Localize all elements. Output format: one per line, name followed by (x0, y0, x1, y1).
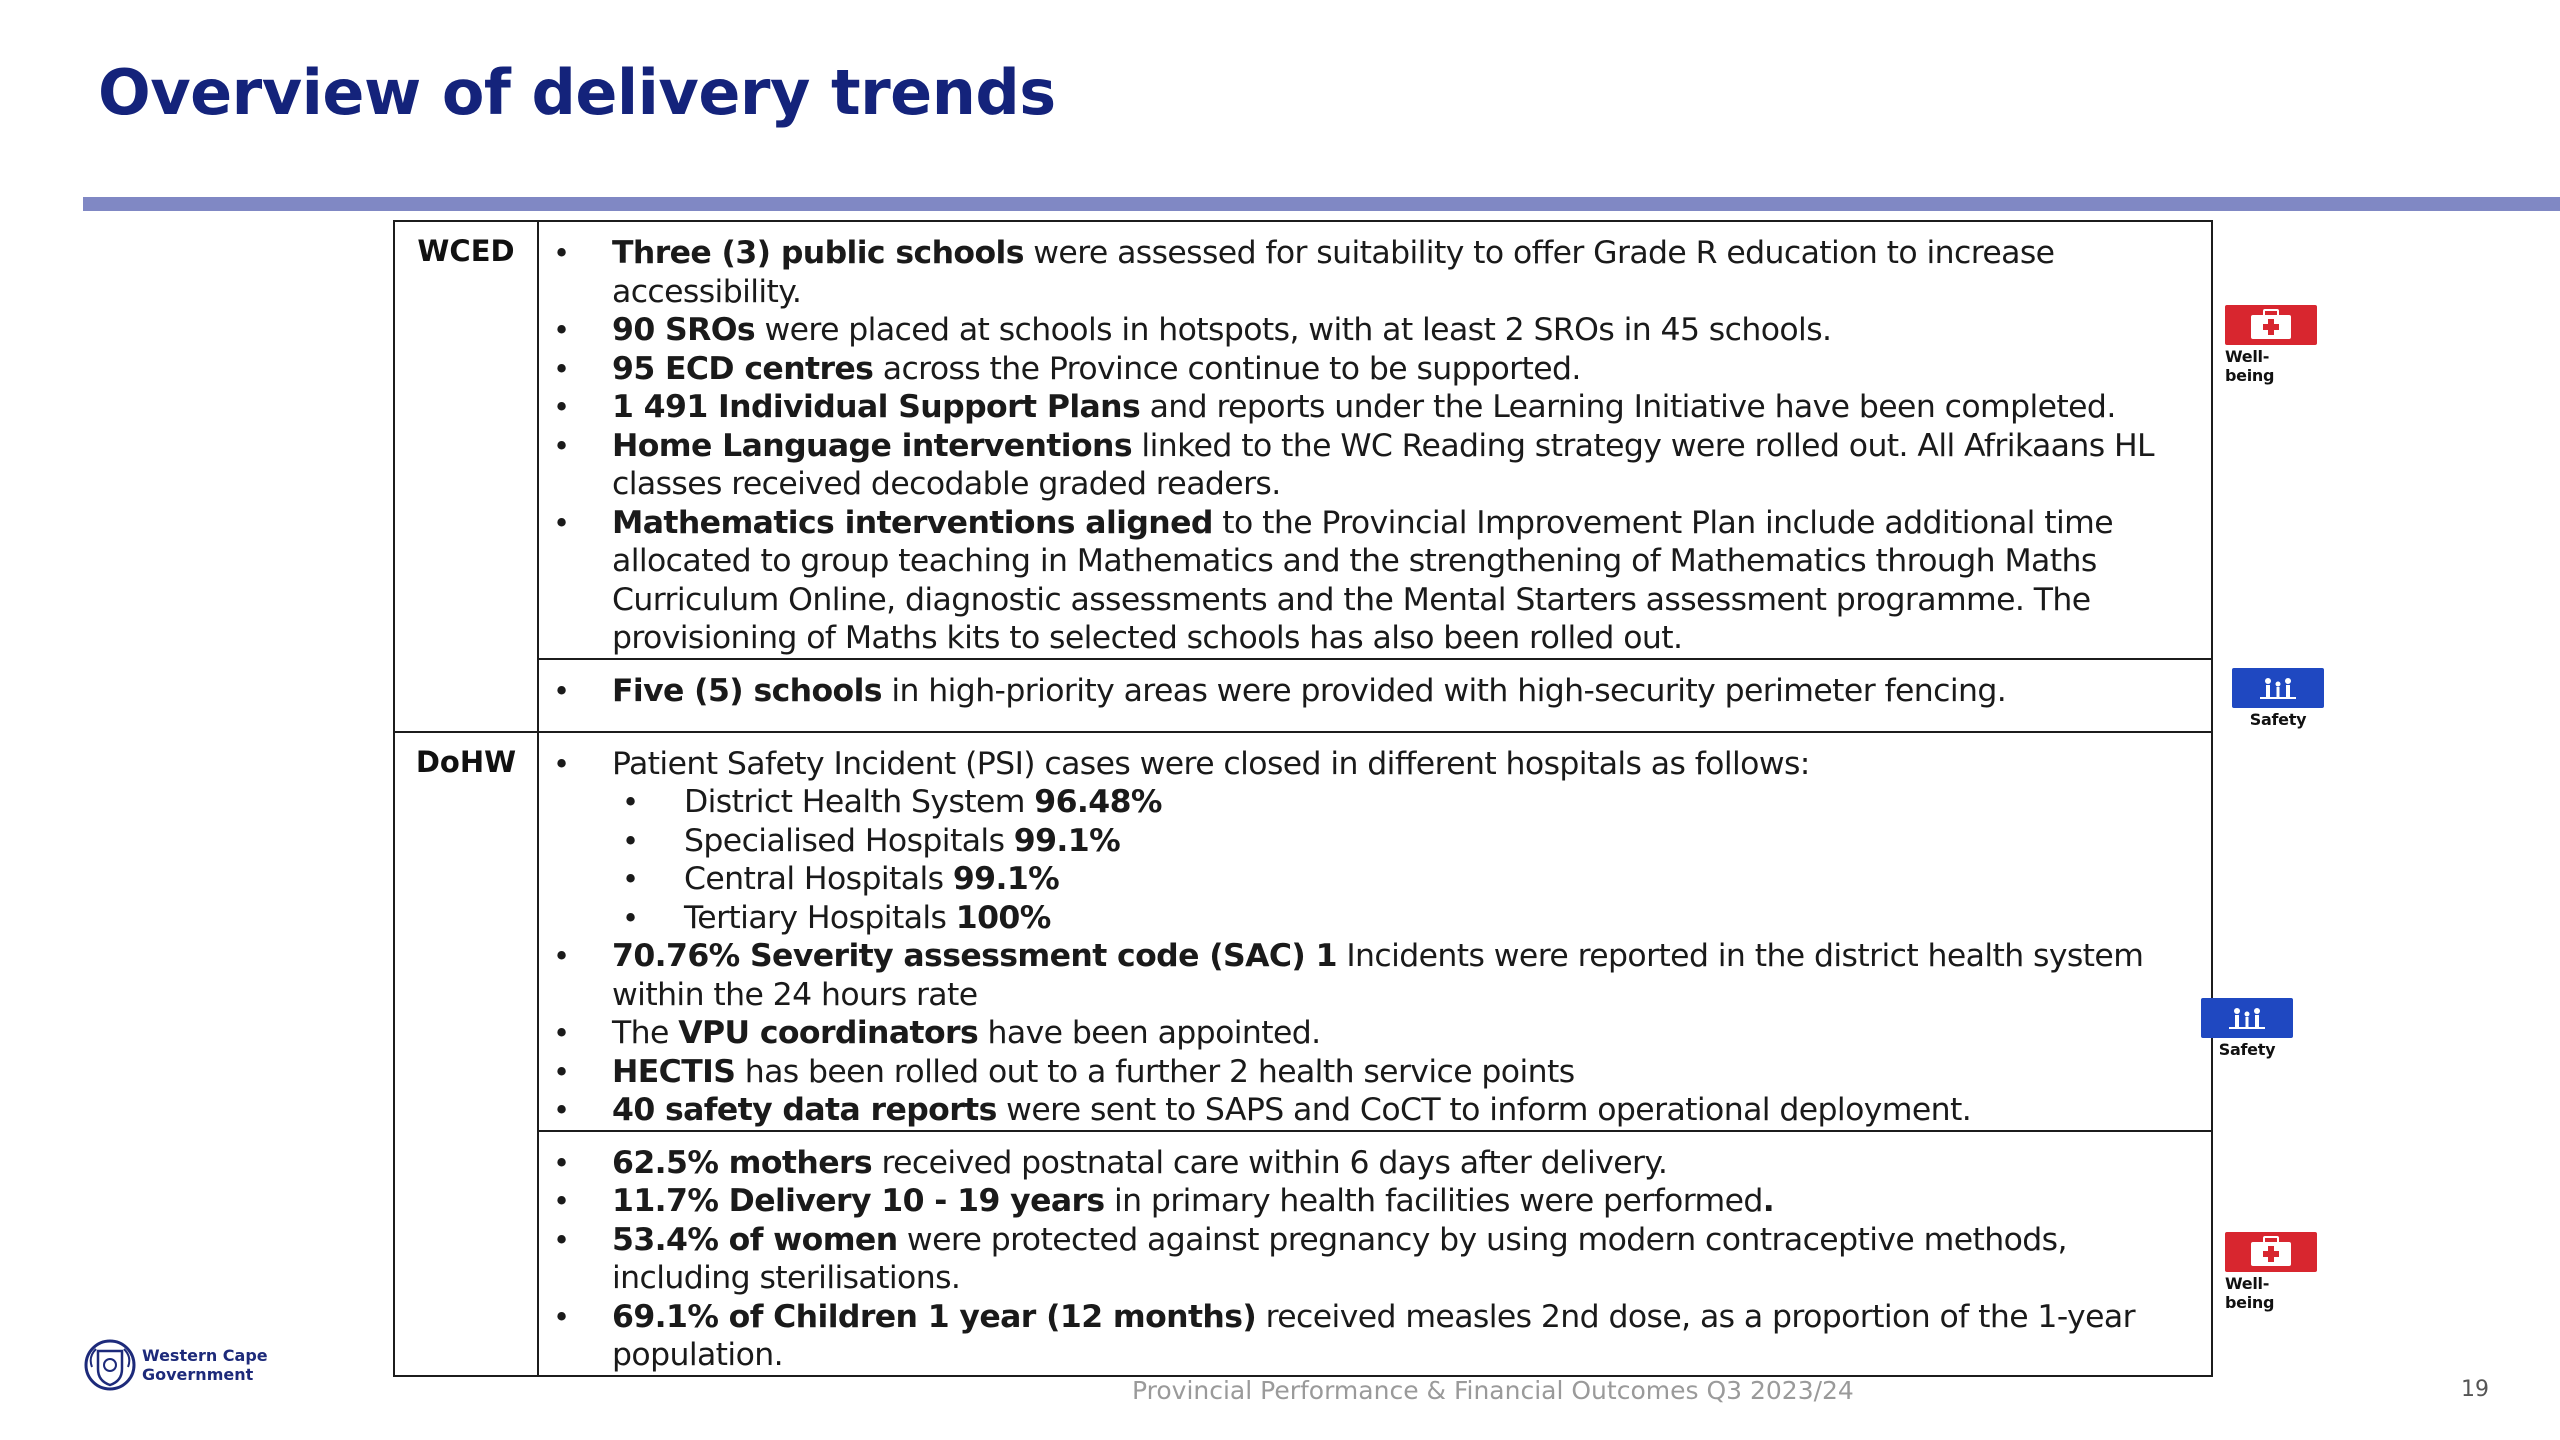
list-item: • Three (3) public schools were assessed for suitability to offer Grade R education to increase accessibility. (539, 234, 2181, 311)
slide-title: Overview of delivery trends (98, 56, 1056, 129)
list-item: • 53.4% of women were protected against pregnancy by using modern contraceptive methods, including sterilisations. (539, 1221, 2181, 1298)
wced-wellbeing-list (539, 222, 2211, 658)
list-item: • District Health System 96.48% (612, 783, 2181, 822)
dohw-label: DoHW (415, 744, 517, 779)
list-item: • Specialised Hospitals 99.1% (612, 822, 2181, 861)
wellbeing-badge-label: Well-being (2225, 347, 2275, 385)
wced-wellbeing-cell (538, 221, 2275, 659)
dohw-wellbeing-list (539, 1132, 2211, 1375)
safety-badge-label: Safety (2218, 1039, 2276, 1059)
list-item: • 69.1% of Children 1 year (12 months) received measles 2nd dose, as a proportion of the 1-year population. (539, 1298, 2181, 1375)
wced-safety-cell (538, 659, 2307, 732)
family-safety-icon (2201, 998, 2293, 1038)
wellbeing-badge (2225, 1232, 2317, 1312)
dohw-safety-list (539, 733, 2211, 1130)
safety-badge (2201, 998, 2293, 1059)
list-item: • Tertiary Hospitals 100% (612, 899, 2181, 938)
dohw-label-cell (394, 732, 538, 1376)
list-item: • Patient Safety Incident (PSI) cases were closed in different hospitals as follows: • District Health System 96.48% • Specialised Hospitals 99.1% • Central Hospitals 99.1% • Tertiary Hospitals 100% (539, 745, 2181, 938)
wced-label: WCED (417, 234, 515, 268)
psi-sublist (612, 783, 2181, 937)
safety-badge (2232, 668, 2324, 729)
coat-of-arms-icon (84, 1337, 136, 1393)
list-item: • 90 SROs were placed at schools in hotspots, with at least 2 SROs in 45 schools. (539, 311, 2181, 350)
delivery-trends-table (393, 220, 2307, 1377)
wellbeing-badge-label: Well-being (2225, 1273, 2275, 1312)
logo-text-line1: Western Cape (142, 1346, 268, 1365)
slide-footer: Provincial Performance & Financial Outcomes Q3 2023/24 (1132, 1376, 1854, 1405)
list-item: • Central Hospitals 99.1% (612, 860, 2181, 899)
list-item: • HECTIS has been rolled out to a further 2 health service points (539, 1053, 2181, 1092)
list-item: • 95 ECD centres across the Province continue to be supported. (539, 350, 2181, 389)
list-item: • 11.7% Delivery 10 - 19 years in primary health facilities were performed. (539, 1182, 2181, 1221)
list-item: • The VPU coordinators have been appointed. (539, 1014, 2181, 1053)
logo-text-line2: Government (142, 1365, 254, 1384)
list-item: • 1 491 Individual Support Plans and reports under the Learning Initiative have been completed. (539, 388, 2181, 427)
dohw-safety-cell (538, 732, 2276, 1131)
list-item: • 70.76% Severity assessment code (SAC) 1 Incidents were reported in the district health system within the 24 hours rate (539, 937, 2181, 1014)
family-safety-icon (2232, 668, 2324, 708)
list-item: • Mathematics interventions aligned to the Provincial Improvement Plan include additional time allocated to group teaching in Mathematics and the strengthening of Mathematics through Maths Curriculum Online, diagnostic assessments and the Mental Starters assessment programme. The provisioning of Maths kits to selected schools has also been rolled out. (539, 504, 2181, 658)
title-divider (83, 197, 2560, 211)
wced-label-cell (394, 221, 538, 732)
list-item: • Home Language interventions linked to the WC Reading strategy were rolled out. All Afrikaans HL classes received decodable graded readers. (539, 427, 2181, 504)
list-item: • Five (5) schools in high-priority areas were provided with high-security perimeter fencing. (539, 672, 2181, 711)
dohw-wellbeing-cell (538, 1131, 2275, 1376)
safety-badge-label: Safety (2249, 709, 2307, 729)
wellbeing-badge (2225, 305, 2317, 385)
wced-safety-list (539, 660, 2211, 711)
list-item: • 40 safety data reports were sent to SAPS and CoCT to inform operational deployment. (539, 1091, 2181, 1130)
list-item: • 62.5% mothers received postnatal care within 6 days after delivery. (539, 1144, 2181, 1183)
page-number: 19 (2461, 1377, 2489, 1402)
first-aid-kit-icon (2225, 305, 2317, 345)
western-cape-logo (84, 1337, 268, 1393)
first-aid-kit-icon (2225, 1232, 2317, 1272)
